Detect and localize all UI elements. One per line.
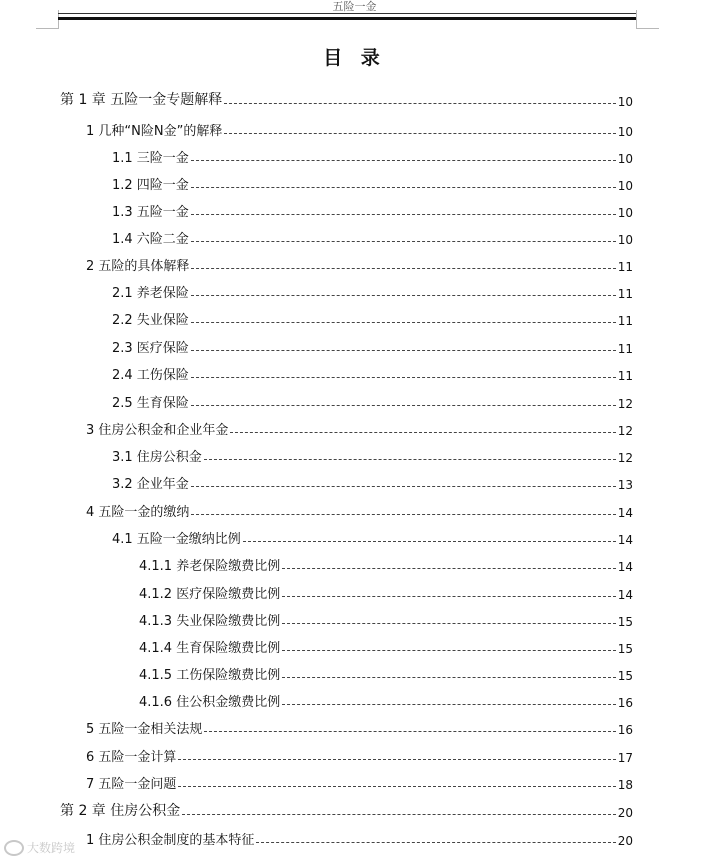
toc-entry[interactable]	[139, 663, 633, 683]
watermark	[4, 839, 75, 857]
toc-entry[interactable]	[86, 500, 633, 520]
toc-dot-leader	[230, 431, 615, 433]
toc-entry[interactable]	[60, 89, 633, 109]
toc-entry[interactable]	[112, 391, 633, 411]
toc-entry-page-number: 11	[617, 260, 633, 274]
toc-entry[interactable]	[139, 582, 633, 602]
watermark-text: 大数跨境	[27, 840, 76, 855]
toc-entry-page-number: 14	[617, 533, 633, 547]
toc-entry-page-number: 10	[617, 95, 633, 109]
toc-entry-label: 第 2 章 住房公积金	[60, 803, 181, 819]
toc-entry[interactable]	[86, 717, 633, 737]
toc-entry-page-number: 11	[617, 314, 633, 328]
toc-entry[interactable]	[86, 772, 633, 792]
toc-entry[interactable]	[139, 636, 633, 656]
toc-entry-page-number: 12	[617, 397, 633, 411]
toc-entry-page-number: 11	[617, 287, 633, 301]
toc-dot-leader	[224, 102, 615, 104]
toc-entry-label: 1.1 三险一金	[112, 151, 189, 166]
toc-dot-leader	[178, 785, 615, 787]
toc-entry[interactable]	[112, 336, 633, 356]
running-header: 五险一金	[332, 0, 377, 13]
toc-dot-leader	[191, 213, 616, 215]
toc-entry-page-number: 10	[617, 125, 633, 139]
toc-entry-label: 1.3 五险一金	[112, 205, 189, 220]
toc-entry-page-number: 15	[617, 642, 633, 656]
toc-entry[interactable]	[86, 745, 633, 765]
toc-entry-label: 6 五险一金计算	[86, 750, 177, 765]
toc-entry-page-number: 15	[617, 615, 633, 629]
toc-entry[interactable]	[112, 146, 633, 166]
toc-entry-page-number: 16	[617, 723, 633, 737]
toc-entry-label: 4.1.3 失业保险缴费比例	[139, 614, 281, 629]
toc-dot-leader	[282, 622, 616, 624]
toc-entry-label: 3 住房公积金和企业年金	[86, 423, 229, 438]
toc-entry-page-number: 17	[617, 751, 633, 765]
toc-dot-leader	[282, 595, 616, 597]
toc-entry-page-number: 14	[617, 588, 633, 602]
toc-entry[interactable]	[60, 800, 633, 820]
toc-entry[interactable]	[139, 554, 633, 574]
toc-entry-page-number: 10	[617, 152, 633, 166]
toc-entry-page-number: 18	[617, 778, 633, 792]
toc-entry-label: 1 几种“N险N金”的解释	[86, 124, 223, 139]
toc-dot-leader	[191, 267, 615, 269]
toc-entry-label: 5 五险一金相关法规	[86, 722, 203, 737]
toc-dot-leader	[282, 649, 616, 651]
toc-entry-label: 3.2 企业年金	[112, 477, 189, 492]
toc-dot-leader	[191, 376, 616, 378]
toc-dot-leader	[191, 294, 616, 296]
toc-entry[interactable]	[112, 527, 633, 547]
toc-entry[interactable]	[112, 281, 633, 301]
toc-entry-label: 1 住房公积金制度的基本特征	[86, 833, 255, 848]
toc-entry[interactable]	[139, 690, 633, 710]
toc-dot-leader	[191, 159, 616, 161]
toc-dot-leader	[191, 513, 615, 515]
toc-entry-label: 2 五险的具体解释	[86, 259, 190, 274]
toc-entry-page-number: 12	[617, 451, 633, 465]
toc-dot-leader	[191, 321, 616, 323]
toc-entry-label: 4.1.5 工伤保险缴费比例	[139, 668, 281, 683]
toc-entry[interactable]	[112, 200, 633, 220]
toc-dot-leader	[191, 404, 616, 406]
toc-dot-leader	[182, 813, 615, 815]
toc-entry[interactable]	[139, 609, 633, 629]
toc-entry-page-number: 12	[617, 424, 633, 438]
toc-entry-label: 2.1 养老保险	[112, 286, 189, 301]
toc-entry[interactable]	[112, 363, 633, 383]
toc-entry-page-number: 10	[617, 206, 633, 220]
toc-entry-label: 2.4 工伤保险	[112, 368, 189, 383]
toc-entry-page-number: 13	[617, 478, 633, 492]
toc-entry[interactable]	[112, 173, 633, 193]
toc-entry-page-number: 10	[617, 179, 633, 193]
toc-entry-page-number: 11	[617, 369, 633, 383]
toc-entry-label: 第 1 章 五险一金专题解释	[60, 92, 223, 108]
toc-entry-label: 2.3 医疗保险	[112, 341, 189, 356]
toc-dot-leader	[178, 758, 615, 760]
toc-entry-label: 4.1 五险一金缴纳比例	[112, 532, 241, 547]
toc-dot-leader	[204, 458, 616, 460]
toc-entry-page-number: 11	[617, 342, 633, 356]
toc-entry[interactable]	[86, 254, 633, 274]
toc-dot-leader	[282, 567, 616, 569]
toc-entry-page-number: 20	[617, 806, 633, 820]
toc-entry-page-number: 10	[617, 233, 633, 247]
header-rule-thin	[58, 13, 636, 14]
toc-entry-label: 4.1.1 养老保险缴费比例	[139, 559, 281, 574]
toc-entry-label: 2.5 生育保险	[112, 396, 189, 411]
toc-dot-leader	[191, 240, 616, 242]
toc-entry[interactable]	[86, 418, 633, 438]
toc-entry-label: 4 五险一金的缴纳	[86, 505, 190, 520]
toc-entry-label: 4.1.4 生育保险缴费比例	[139, 641, 281, 656]
toc-entry-label: 7 五险一金问题	[86, 777, 177, 792]
toc-entry[interactable]	[112, 308, 633, 328]
toc-dot-leader	[204, 730, 615, 732]
toc-entry-label: 1.2 四险一金	[112, 178, 189, 193]
toc-entry-label: 1.4 六险二金	[112, 232, 189, 247]
toc-entry-page-number: 14	[617, 560, 633, 574]
toc-entry-label: 4.1.2 医疗保险缴费比例	[139, 587, 281, 602]
toc-dot-leader	[191, 186, 616, 188]
toc-entry[interactable]	[86, 119, 633, 139]
toc-dot-leader	[224, 132, 615, 134]
watermark-logo-icon	[4, 840, 24, 856]
toc-entry-page-number: 14	[617, 506, 633, 520]
toc-entry[interactable]	[112, 227, 633, 247]
toc-entry-page-number: 15	[617, 669, 633, 683]
toc-entry-page-number: 16	[617, 696, 633, 710]
toc-dot-leader	[256, 841, 615, 843]
toc-entry[interactable]	[86, 828, 633, 848]
toc-dot-leader	[282, 703, 616, 705]
header-rule-thick	[58, 17, 636, 20]
toc-entry[interactable]	[112, 472, 633, 492]
toc-entry-label: 2.2 失业保险	[112, 313, 189, 328]
toc-dot-leader	[191, 485, 616, 487]
toc-dot-leader	[191, 349, 616, 351]
toc-entry[interactable]	[112, 445, 633, 465]
toc-entry-label: 4.1.6 住公积金缴费比例	[139, 695, 281, 710]
toc-entry-page-number: 20	[617, 834, 633, 848]
toc-title: 目 录	[323, 47, 386, 69]
toc-entry-label: 3.1 住房公积金	[112, 450, 202, 465]
toc-dot-leader	[243, 540, 616, 542]
toc-dot-leader	[282, 676, 616, 678]
